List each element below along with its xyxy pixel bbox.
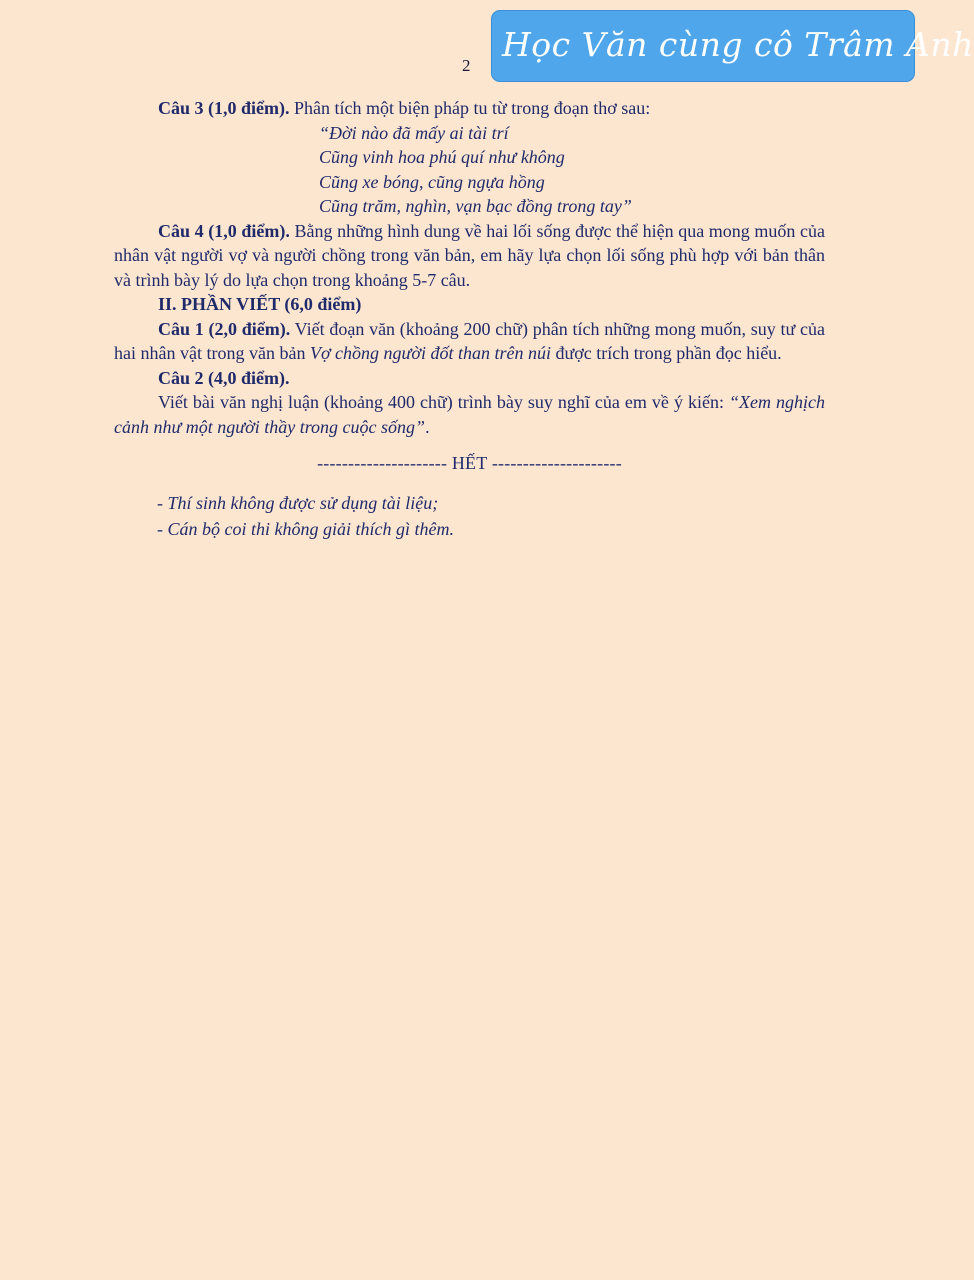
question-4-label: Câu 4 (1,0 điểm).	[158, 220, 290, 241]
writing-question-1-text-end: được trích trong phần đọc hiểu.	[550, 343, 782, 363]
question-3-text: Phân tích một biện pháp tu từ trong đoạn thơ sau:	[289, 98, 651, 118]
page-number: 2	[462, 56, 471, 75]
exam-notes	[157, 490, 825, 542]
badge-text: Học Văn cùng cô Trâm Anh	[502, 25, 974, 64]
note-item: - Cán bộ coi thi không giải thích gì thêm.	[157, 518, 454, 539]
writing-question-2	[114, 390, 825, 439]
end-marker: --------------------- HẾT ---------------------	[317, 453, 622, 473]
question-3-label: Câu 3 (1,0 điểm).	[158, 98, 290, 118]
poem-line: Cũng xe bóng, cũng ngựa hồng	[319, 171, 545, 192]
exam-content	[114, 96, 825, 542]
question-4-text: Bằng những hình dung về hai lối sống được thể hiện qua mong muốn của nhân vật người vợ và người chồng trong văn bản, em hãy lựa chọn lối sống phù hợp với bản thân và trình bày lý do lựa chọn trong khoảng 5-7 câu.	[114, 220, 826, 290]
poem-line: Cũng vinh hoa phú quí như không	[319, 147, 565, 167]
writing-question-1	[114, 317, 825, 366]
work-title: Vợ chồng người đốt than trên núi	[309, 343, 551, 363]
question-4	[114, 219, 825, 293]
writing-question-1-text: Viết đoạn văn (khoảng 200 chữ) phân tích những mong muốn, suy tư của hai nhân vật trong văn bản	[114, 318, 826, 363]
note-item: - Thí sinh không được sử dụng tài liệu;	[157, 492, 439, 513]
poem-line: Cũng trăm, nghìn, vạn bạc đồng trong tay”	[319, 196, 632, 216]
writing-question-2-quote: “Xem nghịch cảnh như một người thầy trong cuộc sống”	[114, 392, 826, 437]
writing-question-1-label: Câu 1 (2,0 điểm).	[158, 318, 291, 339]
poem-excerpt	[319, 121, 825, 219]
watermark-badge	[492, 11, 974, 81]
writing-question-2-label: Câu 2 (4,0 điểm).	[158, 367, 290, 388]
section-heading-writing: II. PHẦN VIẾT (6,0 điểm)	[158, 294, 362, 314]
poem-line: “Đời nào đã mấy ai tài trí	[319, 122, 509, 143]
question-3	[114, 96, 825, 121]
quote-period: .	[425, 416, 430, 437]
writing-question-2-text: Viết bài văn nghị luận (khoảng 400 chữ) trình bày suy nghĩ của em về ý kiến:	[158, 392, 724, 412]
